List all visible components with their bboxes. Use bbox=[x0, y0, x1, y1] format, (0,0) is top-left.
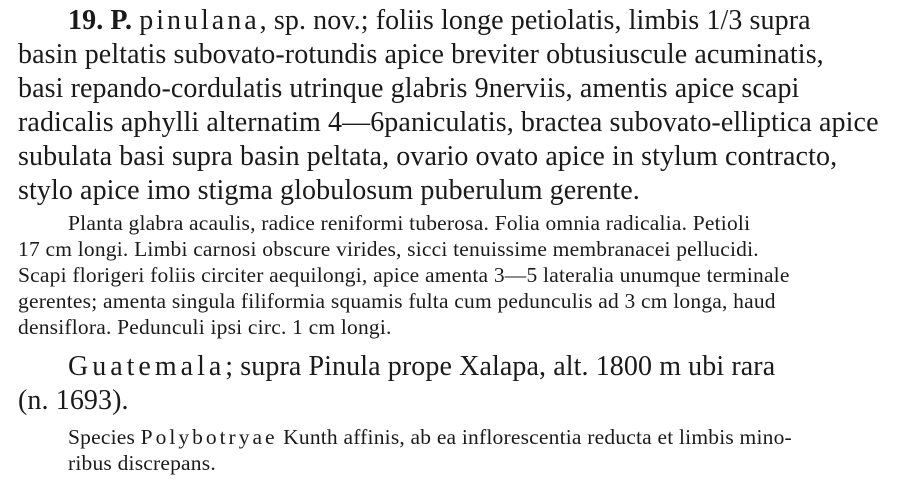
locality-line bbox=[68, 350, 900, 384]
diagnosis-line: subulata basi supra basin peltata, ovario ovato apice in stylum contracto, bbox=[18, 141, 838, 172]
heading-rest: , sp. nov.; foliis longe petiolatis, limbis 1/3 supra bbox=[259, 5, 811, 36]
locality-rest: ; supra Pinula prope Xalapa, alt. 1800 m ubi rara bbox=[225, 351, 776, 382]
diagnosis-line: basi repando-cordulatis utrinque glabris 9nerviis, amentis apice scapi bbox=[18, 73, 800, 104]
diagnosis-line: stylo apice imo stigma globulosum puberulum gerente. bbox=[18, 175, 640, 206]
remarks-rest: Kunth affinis, ab ea inflorescentia reducta et limbis mino- bbox=[277, 425, 792, 449]
remarks-genus: Polybotryae bbox=[140, 425, 278, 449]
remarks-lead: Species bbox=[68, 425, 136, 449]
description-line: 17 cm longi. Limbi carnosi obscure virides, sicci tenuissime membranacei pellucidi. bbox=[18, 237, 759, 261]
description-line: gerentes; amenta singula filiformia squamis fulta cum pedunculis ad 3 cm longa, haud bbox=[18, 289, 776, 313]
locality-country: Guatemala bbox=[68, 351, 226, 382]
diagnosis-line: basin peltatis subovato-rotundis apice breviter obtusiuscule acuminatis, bbox=[18, 39, 824, 70]
locality-collection-number: (n. 1693). bbox=[18, 385, 129, 416]
species-number: 19. P. bbox=[68, 5, 133, 36]
diagnosis-line: radicalis aphylli alternatim 4—6paniculatis, bractea subovato-elliptica apice bbox=[18, 107, 879, 138]
species-heading bbox=[68, 4, 900, 38]
species-name: pinulana bbox=[139, 5, 260, 36]
description-line: Scapi florigeri foliis circiter aequilongi, apice amenta 3—5 lateralia unumque terminale bbox=[18, 263, 790, 287]
description-line: Planta glabra acaulis, radice reniformi tuberosa. Folia omnia radicalia. Petioli bbox=[68, 211, 751, 235]
description-line: densiflora. Pedunculi ipsi circ. 1 cm longi. bbox=[18, 315, 392, 339]
remarks-line-2: ribus discrepans. bbox=[68, 451, 216, 475]
remarks-line bbox=[68, 424, 900, 450]
